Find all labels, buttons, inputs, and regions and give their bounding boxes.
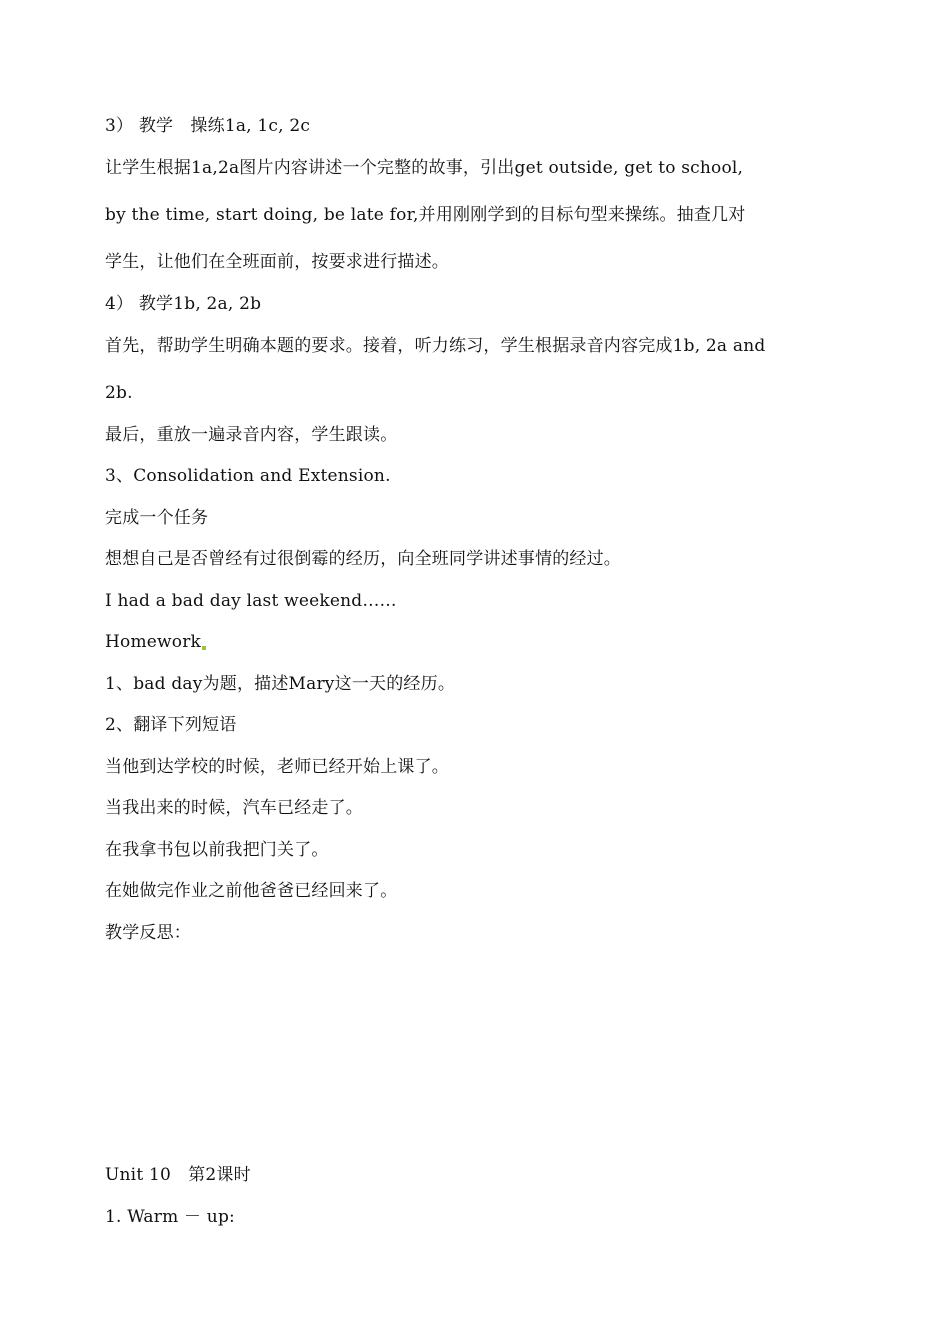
paragraph-line-4: 首先，帮助学生明确本题的要求。接着，听力练习，学生根据录音内容完成1b, 2a and [105,336,766,356]
homework-heading-text: Homework [105,632,202,652]
translation-sentence-3: 在我拿书包以前我把门关了。 [105,840,329,860]
section-3-heading: 3、Consolidation and Extension. [105,466,391,486]
paragraph-line-3: 学生，让他们在全班面前，按要求进行描述。 [105,252,449,272]
teaching-reflection-label: 教学反思： [105,923,191,943]
paragraph-line-1-text: 让学生根据1a,2a图片内容讲述一个完整的故事，引出get outside, get to school, [105,158,744,178]
translation-sentence-1: 当他到达学校的时候，老师已经开始上课了。 [105,757,449,777]
task-description: 想想自己是否曾经有过很倒霉的经历，向全班同学讲述事情的经过。 [105,549,621,569]
step-3-heading: 3） 教学 操练1a, 1c, 2c [105,116,311,136]
task-example: I had a bad day last weekend…… [105,591,397,611]
paragraph-line-6: 最后，重放一遍录音内容，学生跟读。 [105,425,398,445]
translation-sentence-2: 当我出来的时候，汽车已经走了。 [105,798,363,818]
homework-item-2: 2、翻译下列短语 [105,715,237,735]
homework-item-1: 1、bad day为题，描述Mary这一天的经历。 [105,674,456,694]
step-4-heading: 4） 教学1b, 2a, 2b [105,294,262,314]
paragraph-line-5: 2b. [105,383,133,403]
translation-sentence-4: 在她做完作业之前他爸爸已经回来了。 [105,881,398,901]
paragraph-line-1 [105,156,850,180]
task-heading: 完成一个任务 [105,508,209,528]
margin-mark-icon [202,646,206,650]
homework-heading [105,630,850,654]
unit-title: Unit 10 第2课时 [105,1165,251,1185]
warm-up-item: 1. Warm － up: [105,1207,235,1227]
paragraph-line-2: by the time, start doing, be late for,并用刚刚学到的目标句型来操练。抽查几对 [105,205,746,225]
